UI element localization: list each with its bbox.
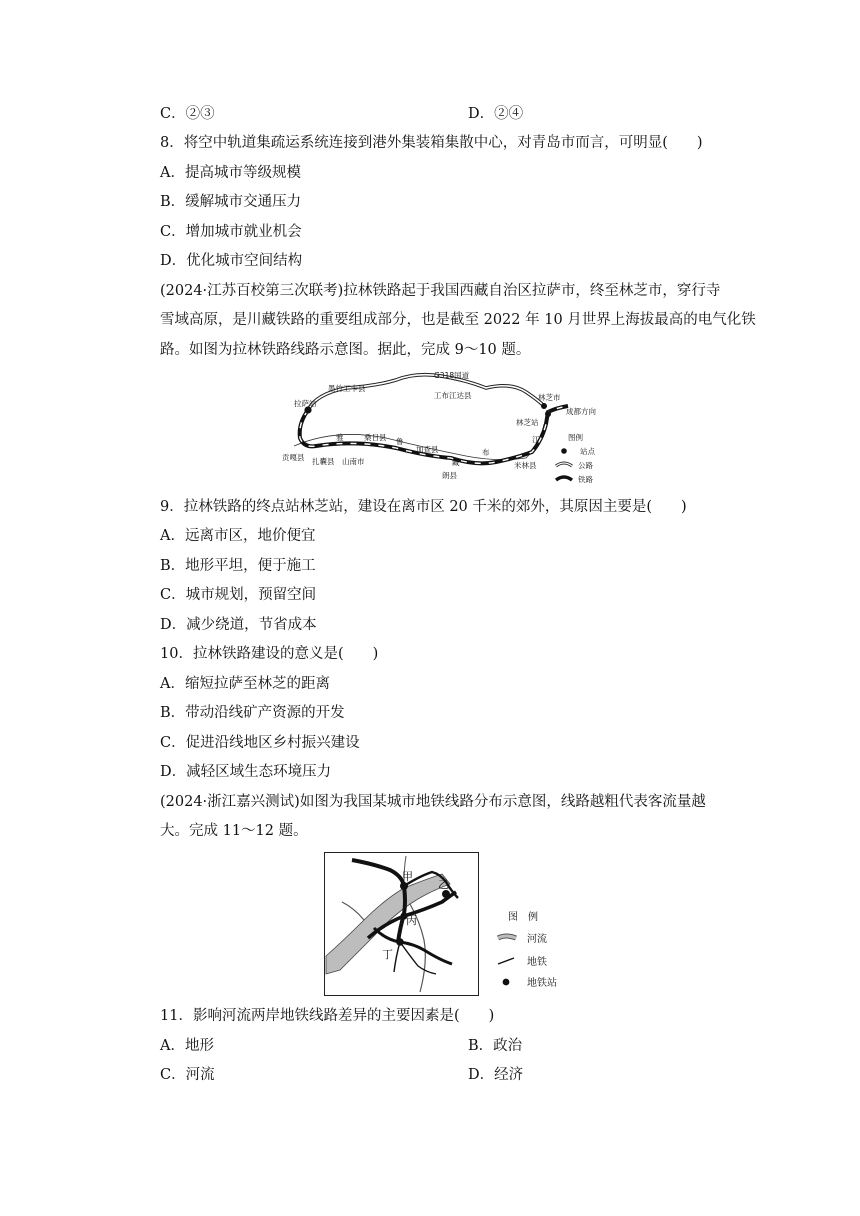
label-zang: 藏 (452, 458, 460, 467)
q8-option-c: C．增加城市就业机会 (160, 224, 302, 240)
passage1-line1: (2024·江苏百校第三次联考)拉林铁路起于我国西藏自治区拉萨市，终至林芝市，穿行寺 (160, 283, 721, 299)
q9-option-b: B．地形平坦，便于施工 (160, 558, 316, 574)
q11-option-a: A．地形 (160, 1038, 214, 1054)
q7-option-c: C．②③ (160, 106, 215, 122)
label-chengdu: 成都方向 (566, 407, 596, 416)
legend1-station-icon (561, 448, 567, 454)
q9-option-a: A．远离市区，地价便宜 (160, 528, 316, 544)
legend1-station: 站点 (580, 447, 595, 456)
passage1-line3: 路。如图为拉林铁路线路示意图。据此，完成 9～10 题。 (160, 342, 531, 358)
label-gongga: 贡嘎县 (282, 453, 305, 462)
label-g318: G318国道 (434, 371, 470, 380)
q8-option-a: A．提高城市等级规模 (160, 165, 301, 181)
label-linzhi-city: 林芝市 (538, 393, 561, 402)
label-jia: 甲 (402, 870, 413, 883)
label-jiang: 江 (532, 435, 540, 444)
linzhi-station-dot (545, 411, 551, 417)
legend1-road: 公路 (578, 461, 593, 470)
q10-option-a: A．缩短拉萨至林芝的距离 (160, 676, 330, 692)
passage2-line2: 大。完成 11～12 题。 (160, 823, 308, 839)
legend2-title: 图 例 (508, 912, 538, 923)
label-ya: 雅 (336, 433, 344, 442)
label-bu: 布 (482, 448, 490, 457)
label-lu: 鲁 (396, 437, 404, 446)
label-yi: 乙 (438, 878, 449, 891)
passage1-line2: 雪域高原，是川藏铁路的重要组成部分，也是截至 2022 年 10 月世界上海拔最高的电气化铁 (160, 312, 756, 328)
legend2-river: 河流 (527, 934, 547, 945)
station-yi (442, 890, 450, 898)
station-ding (396, 938, 404, 946)
legend1-railway: 铁路 (578, 475, 593, 484)
q8-stem: 8．将空中轨道集疏运系统连接到港外集装箱集散中心，对青岛市而言，可明显( ) (160, 135, 703, 151)
legend2-metro-icon (498, 958, 514, 964)
label-linzhi-station: 林芝站 (516, 418, 539, 427)
legend2-station: 地铁站 (527, 978, 557, 989)
q8-option-b: B．缓解城市交通压力 (160, 194, 302, 210)
label-bing: 丙 (406, 914, 417, 927)
lalin-railway-map (276, 366, 622, 490)
q11-stem: 11．影响河流两岸地铁线路差异的主要因素是( ) (160, 1008, 495, 1024)
q9-option-c: C．城市规划，预留空间 (160, 587, 317, 603)
label-gongbu: 工布江达县 (434, 391, 472, 400)
linzhi-city-dot (541, 403, 547, 409)
q9-stem: 9．拉林铁路的终点站林芝站，建设在离市区 20 千米的郊外，其原因主要是( ) (160, 499, 687, 515)
label-langxian: 朗县 (442, 471, 457, 480)
q10-option-c: C．促进沿线地区乡村振兴建设 (160, 735, 360, 751)
label-ding: 丁 (382, 948, 393, 961)
legend1-railway-icon (556, 477, 572, 480)
q10-stem: 10．拉林铁路建设的意义是( ) (160, 646, 379, 662)
q11-option-c: C．河流 (160, 1067, 215, 1083)
legend2-metro: 地铁 (527, 957, 547, 968)
q7-option-d: D．②④ (468, 106, 524, 122)
q8-option-d: D．优化城市空间结构 (160, 253, 303, 269)
lalin-railway-svg (276, 366, 622, 490)
q10-option-b: B．带动沿线矿产资源的开发 (160, 705, 345, 721)
q9-option-d: D．减少绕道，节省成本 (160, 617, 317, 633)
station-jia (400, 882, 408, 890)
passage2-line1: (2024·浙江嘉兴测试)如图为我国某城市地铁线路分布示意图，线路越粗代表客流量越 (160, 794, 706, 810)
legend2-station-icon (503, 979, 510, 986)
label-zhanang: 扎囊县 (312, 457, 335, 466)
label-jiacha: 加查县 (416, 445, 439, 454)
label-lasa: 拉萨站 (294, 399, 317, 408)
q11-option-b: B．政治 (468, 1038, 523, 1054)
label-shannan: 山南市 (342, 457, 365, 466)
label-sangri: 桑日县 (364, 433, 387, 442)
q11-option-d: D．经济 (468, 1067, 524, 1083)
legend1-title: 图例 (568, 433, 583, 442)
metro-map-svg (324, 852, 580, 996)
metro-map (324, 852, 580, 996)
label-mozhu: 墨竹工卡县 (328, 384, 366, 393)
label-milin: 米林县 (514, 461, 537, 470)
q10-option-d: D．减轻区域生态环境压力 (160, 764, 332, 780)
